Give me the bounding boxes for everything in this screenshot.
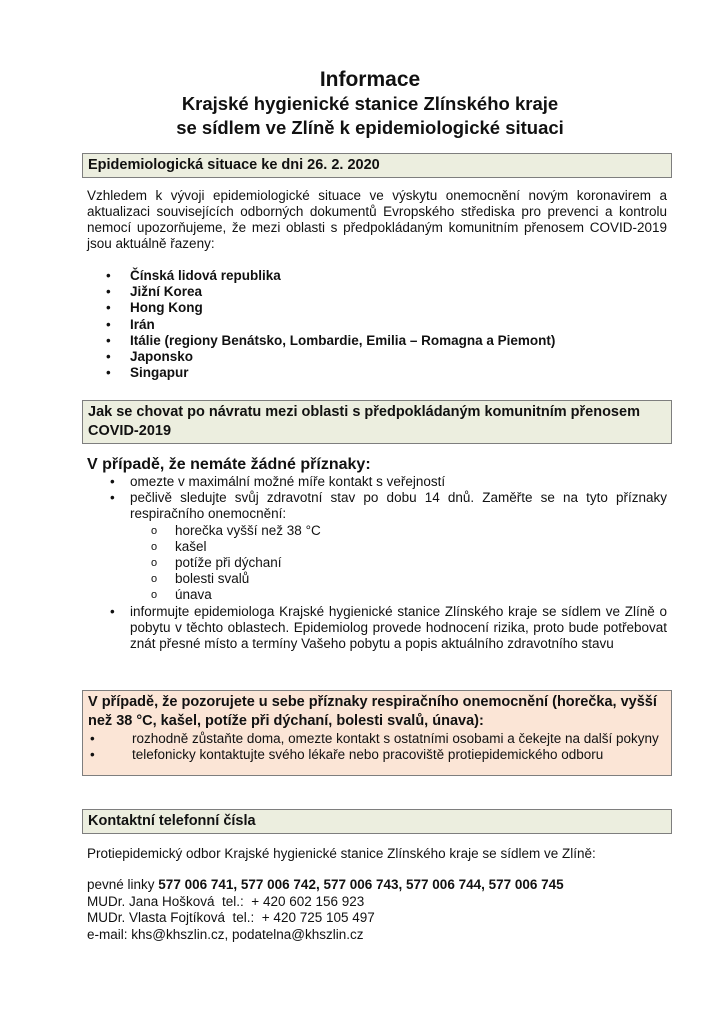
landline-numbers: 577 006 741, 577 006 742, 577 006 743, 577 006 744, 577 006 745: [158, 877, 564, 892]
advice-text: informujte epidemiologa Krajské hygienické stanice Zlínského kraje se sídlem ve Zlíně o pobytu v těchto oblastech. Epidemiolog provede hodnocení rizika, proto bude potřebovat znát přesné místo a termíny Vašeho pobytu a popis aktuálního zdravotního stavu: [130, 603, 667, 652]
section-heading-contacts: Kontaktní telefonní čísla: [82, 809, 672, 834]
advice-list: [105, 474, 667, 652]
section-heading-situation: Epidemiologická situace ke dni 26. 2. 2020: [82, 153, 672, 178]
no-symptoms-heading: V případě, že nemáte žádné příznaky:: [87, 456, 371, 473]
email-label: e-mail:: [87, 926, 132, 942]
country-list: [100, 268, 555, 381]
document-title: Informace: [319, 68, 421, 91]
symptom-item: o únava: [130, 587, 667, 603]
list-item: [105, 474, 667, 490]
section-heading-behavior: Jak se chovat po návratu mezi oblasti s předpokládaným komunitním přenosem COVID-2019: [82, 400, 672, 444]
symptom-item: o bolesti svalů: [130, 571, 667, 587]
list-item: • Čínská lidová republika: [100, 268, 555, 284]
symptoms-warning-box: [82, 690, 672, 776]
list-item: • Singapur: [100, 365, 555, 381]
advice-text: pečlivě sledujte svůj zdravotní stav po dobu 14 dnů. Zaměřte se na tyto příznaky respiračního onemocnění:: [130, 490, 667, 522]
advice-text: omezte v maximální možné míře kontakt s veřejností: [130, 474, 446, 489]
email-line: [87, 927, 564, 944]
warning-heading: V případě, že pozorujete u sebe příznaky respiračního onemocnění (horečka, vyšší než 38 °C, kašel, potíže při dýchaní, bolesti svalů, únava):: [88, 694, 657, 729]
list-item: • Jižní Korea: [100, 284, 555, 300]
document-header: [80, 67, 660, 140]
symptom-item: o potíže při dýchaní: [130, 555, 667, 571]
warning-list: [88, 731, 666, 763]
department-text: Protiepidemický odbor Krajské hygienické stanice Zlínského kraje se sídlem ve Zlíně:: [87, 846, 596, 861]
list-item: • Itálie (regiony Benátsko, Lombardie, Emilia – Romagna a Piemont): [100, 333, 555, 349]
intro-paragraph: Vzhledem k vývoji epidemiologické situace ve výskytu onemocnění novým koronavirem a aktualizaci souvisejících odborných dokumentů Evropského střediska pro prevenci a kontrolu nemocí upozorňujeme, že mezi oblasti s předpokládaným komunitním přenosem COVID-2019 jsou aktuálně řazeny:: [87, 188, 667, 251]
document-subtitle-line2: se sídlem ve Zlíně k epidemiologické situaci: [176, 117, 564, 138]
contact-person-2: MUDr. Vlasta Fojtíková tel.: + 420 725 105 497: [87, 910, 375, 925]
list-item: • Hong Kong: [100, 300, 555, 316]
list-item: [105, 490, 667, 603]
list-item: • telefonicky kontaktujte svého lékaře nebo pracoviště protiepidemického odboru: [88, 747, 666, 763]
contact-person-1: MUDr. Jana Hošková tel.: + 420 602 156 923: [87, 893, 365, 909]
list-item: • Irán: [100, 317, 555, 333]
symptom-list: [130, 523, 667, 604]
list-item: [105, 604, 667, 653]
email-addresses[interactable]: khs@khszlin.cz, podatelna@khszlin.cz: [131, 926, 364, 942]
contact-details: [87, 877, 564, 943]
symptom-item: o horečka vyšší než 38 °C: [130, 523, 667, 539]
landlines-label: pevné linky: [87, 877, 159, 892]
landlines-line: [87, 877, 564, 894]
list-item: • Japonsko: [100, 349, 555, 365]
symptom-item: o kašel: [130, 539, 667, 555]
list-item: • rozhodně zůstaňte doma, omezte kontakt s ostatními osobami a čekejte na další pokyny: [88, 731, 666, 747]
document-subtitle-line1: Krajské hygienické stanice Zlínského kraje: [181, 93, 559, 114]
